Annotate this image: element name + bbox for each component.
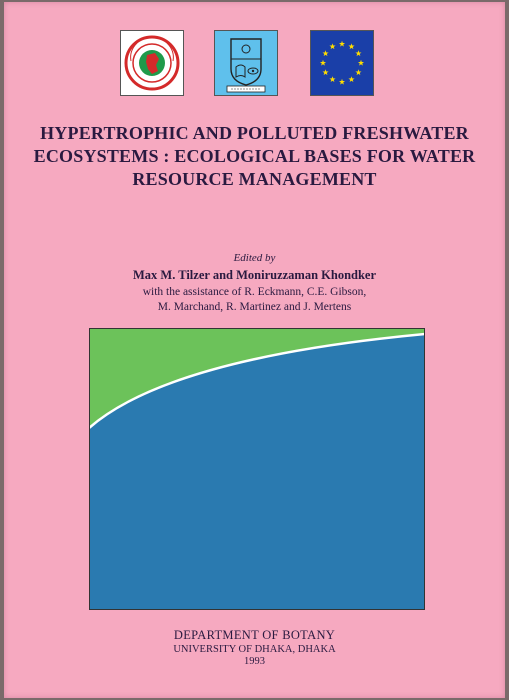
department-name: DEPARTMENT OF BOTANY — [173, 628, 336, 642]
cover-graphic-illustration — [89, 328, 425, 610]
university-of-dhaka-emblem-icon — [215, 31, 277, 95]
university-name: UNIVERSITY OF DHAKA, DHAKA — [173, 644, 336, 655]
european-union-flag-icon — [311, 31, 373, 95]
assistance-line: with the assistance of R. Eckmann, C.E. Gibson, — [142, 286, 367, 298]
assistance-credits — [4, 285, 505, 315]
title-line: HYPERTROPHIC AND POLLUTED FRESHWATER — [40, 123, 469, 143]
eu-flag-logo — [310, 30, 374, 96]
bangladesh-government-seal-icon — [121, 31, 183, 95]
book-cover — [4, 2, 505, 698]
edited-by-label: Edited by — [233, 252, 276, 264]
editors-names: Max M. Tilzer and Moniruzzaman Khondker — [132, 268, 377, 282]
title-line: RESOURCE MANAGEMENT — [132, 169, 377, 189]
publisher-block — [4, 628, 505, 667]
title-line: ECOSYSTEMS : ECOLOGICAL BASES FOR WATER — [33, 146, 476, 166]
assistance-line: M. Marchand, R. Martinez and J. Mertens — [157, 301, 352, 313]
publication-year: 1993 — [244, 656, 265, 667]
book-title — [4, 122, 505, 191]
university-emblem-logo — [214, 30, 278, 96]
government-seal-logo — [120, 30, 184, 96]
